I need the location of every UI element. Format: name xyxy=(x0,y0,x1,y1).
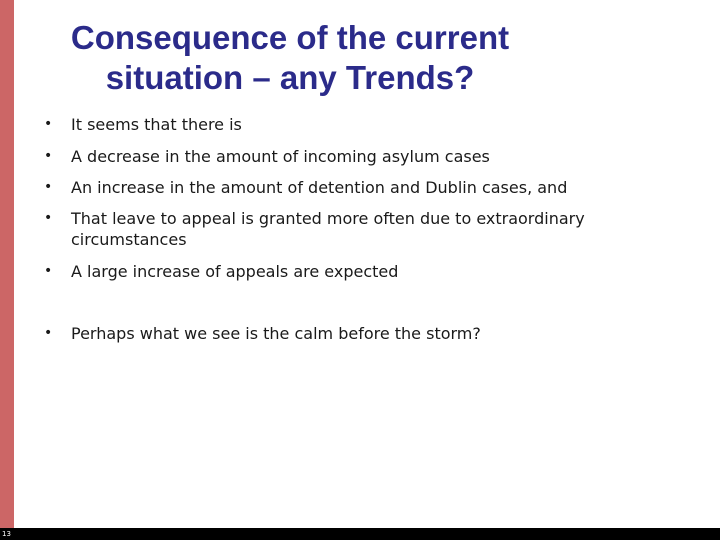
slide-title-line-1: Consequence of the current xyxy=(70,19,510,56)
bullet-item xyxy=(44,208,671,250)
left-accent-bar xyxy=(0,0,14,528)
slide-title xyxy=(40,18,540,98)
bullet-item xyxy=(44,177,711,198)
bullet-item xyxy=(44,114,711,135)
bullet-text: It seems that there is xyxy=(71,115,242,134)
bullet-marker: • xyxy=(44,325,53,341)
bullet-text: An increase in the amount of detention and Dublin cases, and xyxy=(71,178,568,197)
bullet-marker: • xyxy=(44,263,53,279)
bullet-item xyxy=(44,146,711,167)
bottom-bar xyxy=(0,528,720,540)
bullet-item xyxy=(44,323,711,344)
bullet-text: A decrease in the amount of incoming asylum cases xyxy=(71,147,490,166)
bullet-marker: • xyxy=(44,116,53,132)
bullet-marker: • xyxy=(44,179,53,195)
slide-number: 13 xyxy=(2,530,11,538)
bullet-marker: • xyxy=(44,210,53,226)
bullet-text: That leave to appeal is granted more often due to extraordinary circumstances xyxy=(71,209,585,249)
bullet-text: A large increase of appeals are expected xyxy=(71,262,399,281)
bullet-item xyxy=(44,261,711,282)
bullet-marker: • xyxy=(44,148,53,164)
bullet-text: Perhaps what we see is the calm before the storm? xyxy=(71,324,481,343)
slide-title-line-2: situation – any Trends? xyxy=(105,59,475,96)
